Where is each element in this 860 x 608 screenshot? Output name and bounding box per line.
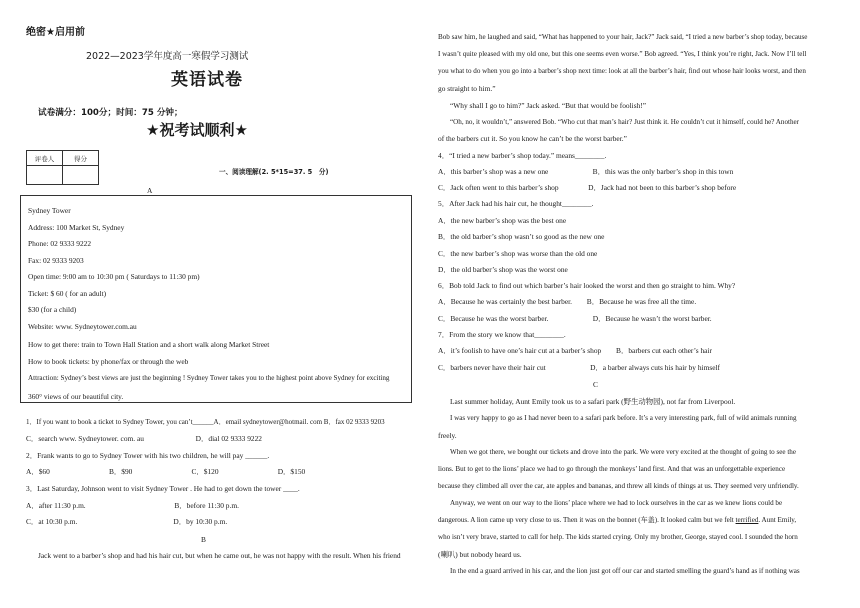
passage-a-line: Ticket: $ 60 ( for an adult) — [28, 289, 107, 298]
passage-b-label: B — [201, 535, 206, 544]
passage-a-label: A — [147, 186, 153, 195]
passage-c-label: C — [593, 380, 598, 389]
passage-c-line: I was very happy to go as I had never been to a safari park before. It’s a very interesting park, full of wild animals running — [450, 414, 797, 422]
passage-a-line: Fax: 02 9333 9203 — [28, 256, 84, 265]
question-2-options: A．$60 B．$90 C．$120 D．$150 — [26, 467, 306, 476]
question-7: 7．From the story we know that________. — [438, 330, 566, 339]
question-4-options-cd: C．Jack often went to this barber’s shop D．Jack had not been to this barber’s shop before — [438, 183, 737, 192]
question-1: 1．If you want to book a ticket to Sydney Tower, you can’t______A．email sydneytower@hotmail. com B．fax 02 9333 9203 — [26, 418, 385, 426]
passage-c-line-text: dangerous. A lion came up very close to us. Then it was on the bonnet (车盖). It looked calm but we felt terrified. Aunt Emily, — [438, 516, 797, 524]
question-1-options: C．search www. Sydneytower. com. au D．dial 02 9333 9222 — [26, 434, 262, 443]
passage-c-line: lions. But to get to the lions’ place we had to go through the monkeys’ land first. And that was an unforgettable experience — [438, 465, 786, 473]
question-5-option-b: B．the old barber’s shop wasn’t so good as the new one — [438, 232, 605, 241]
passage-a-line: Attraction: Sydney’s best views are just the beginning ! Sydney Tower takes you to the highest point above Sydney for exciting — [28, 374, 390, 382]
grade-table — [26, 150, 99, 185]
question-5-option-d: D．the old barber’s shop was the worst one — [438, 265, 568, 274]
question-7-options-ab: A．it’s foolish to have one’s hair cut at a barber’s shop B．barbers cut each other’s hair — [438, 346, 712, 355]
question-5-option-a: A．the new barber’s shop was the best one — [438, 216, 567, 225]
passage-a-line: $30 (for a child) — [28, 305, 77, 314]
passage-c-line: When we got there, we bought our tickets and drove into the park. We were very excited at the thought of going to see the — [450, 448, 796, 456]
grader-cell — [27, 166, 63, 185]
score-time-info: 试卷满分：100分；时间：75 分钟； — [38, 108, 183, 118]
passage-c-line: (喇叭) but nobody heard us. — [438, 550, 522, 559]
passage-c-line: Last summer holiday, Aunt Emily took us to a safari park (野生动物园), not far from Liverpool. — [450, 397, 736, 406]
passage-b-line: Jack went to a barber’s shop and had his hair cut, but when he came out, he was not happy with the result. When his friend — [38, 551, 401, 560]
question-7-options-cd: C．barbers never have their hair cut D．a barber always cuts his hair by himself — [438, 363, 720, 372]
good-luck-wish: ★祝考试顺利★ — [146, 121, 248, 139]
question-2: 2．Frank wants to go to Sydney Tower with his two children, he will pay ______. — [26, 451, 270, 460]
passage-a-line: Phone: 02 9333 9222 — [28, 239, 92, 248]
exam-name: 2022—2023学年度高一寒假学习测试 — [86, 51, 249, 62]
question-6-options-ab: A．Because he was certainly the best barber. B．Because he was free all the time. — [438, 297, 697, 306]
subject-title: 英语试卷 — [171, 70, 243, 90]
secret-label: 绝密★启用前 — [26, 27, 85, 38]
passage-a-line: How to get there: train to Town Hall Station and a short walk along Market Street — [28, 340, 270, 349]
score-header: 得分 — [63, 151, 99, 166]
passage-c-line-terrified — [438, 516, 796, 525]
question-3-options-ab: A．after 11:30 p.m. B．before 11:30 p.m. — [26, 501, 239, 510]
question-5-option-c: C．the new barber’s shop was worse than the old one — [438, 249, 598, 258]
passage-c-line: who isn’t very brave, started to call for help. The kids started crying. Only my brother, George, stayed cool. I sounded the horn — [438, 533, 798, 541]
question-3: 3．Last Saturday, Johnson went to visit Sydney Tower . He had to get down the tower ____. — [26, 484, 300, 493]
passage-b-line: “Oh, no, it wouldn’t,” answered Bob. “Who cut that man’s hair? Just think it. He couldn’t cut it himself, could he? Another — [450, 118, 800, 126]
grader-header: 评卷人 — [27, 151, 63, 166]
score-cell — [63, 166, 99, 185]
passage-b-line: of the barbers cut it. So you know he can’t be the worst barber.” — [438, 134, 627, 143]
underlined-word-terrified: terrified — [735, 516, 759, 524]
passage-b-line: “Why shall I go to him?” Jack asked. “But that would be foolish!” — [450, 101, 647, 110]
passage-c-line: In the end a guard arrived in his car, and the lion just got off our car and started smelling the guard’s hand as if nothing was — [450, 567, 800, 575]
question-4-options-ab: A．this barber’s shop was a new one B．this was the only barber’s shop in this town — [438, 167, 734, 176]
passage-a-line: 360° views of our beautiful city. — [28, 392, 124, 401]
passage-a-line: Sydney Tower — [28, 206, 71, 215]
question-4: 4．“I tried a new barber’s shop today.” means________. — [438, 151, 607, 160]
passage-a-line: Website: www. Sydneytower.com.au — [28, 322, 137, 331]
passage-b-line: Bob saw him, he laughed and said, “What has happened to your hair, Jack?” Jack said, “I tried a new barber’s shop today, because — [438, 33, 808, 41]
passage-b-line: you what to do when you go into a barber’s shop next time: look at all the barber’s hair, find out whose hair looks worst, and then — [438, 67, 806, 75]
passage-c-line: freely. — [438, 431, 457, 440]
question-5: 5．After Jack had his hair cut, he thought________. — [438, 199, 594, 208]
passage-a-line: How to book tickets: by phone/fax or through the web — [28, 357, 189, 366]
passage-a-line: Open time: 9:00 am to 10:30 pm ( Saturdays to 11:30 pm) — [28, 272, 200, 281]
passage-c-line: because they climbed all over the car, ate apples and bananas, and threw all kinds of things at us. They seemed very unfriendly. — [438, 482, 799, 490]
section-title-reading: 一、阅读理解(2. 5*15=37. 5 分) — [219, 168, 329, 176]
passage-c-line: Anyway, we went on our way to the lions’ place where we had to lock ourselves in the car as we knew lions could be — [450, 499, 783, 507]
passage-b-line: I wasn’t quite pleased with my old one, but this one seems even worse.” Bob agreed. “Yes, I think you’re right, Jack. Now I’ll tell — [438, 50, 807, 58]
question-6-options-cd: C．Because he was the worst barber. D．Because he wasn’t the worst barber. — [438, 314, 712, 323]
passage-b-line: go straight to him.” — [438, 84, 496, 93]
question-3-options-cd: C．at 10:30 p.m. D．by 10:30 p.m. — [26, 517, 228, 526]
passage-a-line: Address: 100 Market St, Sydney — [28, 223, 125, 232]
question-6: 6．Bob told Jack to find out which barber’s hair looked the worst and then go straight to him. Why? — [438, 281, 736, 290]
